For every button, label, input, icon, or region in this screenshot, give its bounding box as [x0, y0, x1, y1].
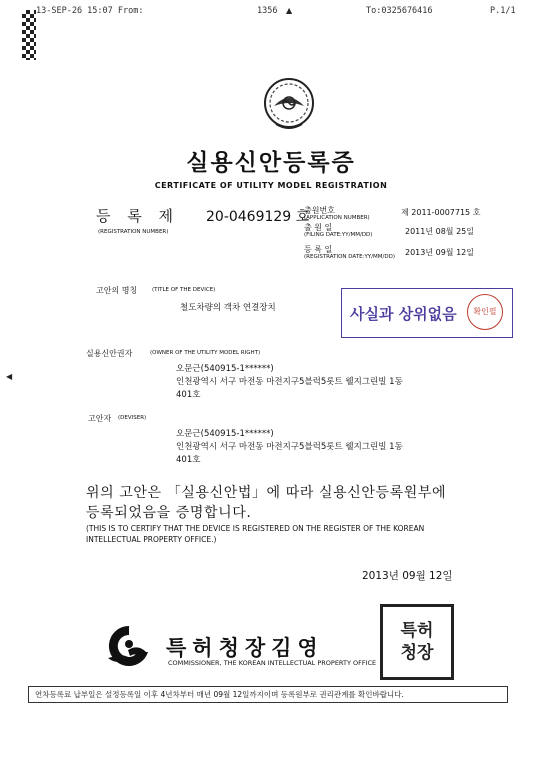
fax-recipient: To:0325676416: [366, 6, 433, 16]
deviser-label-en: (DEVISER): [118, 415, 147, 421]
deviser-label: 고안자: [88, 414, 112, 423]
government-emblem-icon: [262, 76, 316, 134]
registration-date: 2013년 09월 12일: [405, 248, 474, 257]
certification-statement-line-1: 위의 고안은 「실용신안법」에 따라 실용신안등록원부에: [86, 485, 447, 501]
device-title: 철도차량의 객차 연결장치: [180, 303, 276, 313]
owner-label: 실용신안권자: [86, 349, 133, 358]
device-title-label-en: (TITLE OF THE DEVICE): [152, 287, 216, 293]
certificate-title: 실용신안등록증: [186, 150, 356, 176]
application-number: 제 2011-0007715 호: [401, 208, 481, 217]
official-seal: [380, 604, 454, 680]
fax-page-number: P.1/1: [490, 6, 516, 16]
filing-date-label-en: (FILING DATE:YY/MM/DD): [304, 232, 373, 238]
verification-seal: 확인필: [467, 294, 503, 330]
deviser-name: 오문근(540915-1******): [176, 429, 274, 439]
footer-note: 연차등록료 납부일은 설정등록일 이후 4년차부터 매년 09월 12일까지이며 등록원부로 권리관계를 확인바랍니다.: [28, 686, 508, 703]
triangle-marker-icon: ▲: [286, 6, 293, 15]
deviser-address-line-1: 인천광역시 서구 마전동 마전지구5블럭5롯트 웰지그린빌 1동: [176, 442, 403, 452]
owner-address-line-2: 401호: [176, 390, 201, 400]
filing-date-label: 출 원 일: [304, 223, 333, 232]
registration-date-label-en: (REGISTRATION DATE:YY/MM/DD): [304, 254, 395, 260]
application-number-label: 출원번호: [304, 206, 335, 215]
certification-statement-en-line-2: INTELLECTUAL PROPERTY OFFICE.): [86, 535, 217, 544]
verification-stamp: [341, 288, 513, 338]
signer-name: 특허청장김영: [166, 636, 324, 660]
registration-label: 등 록 제: [96, 207, 180, 225]
application-number-label-en: (APPLICATION NUMBER): [304, 215, 370, 221]
device-title-label: 고안의 명칭: [96, 286, 138, 295]
verification-stamp-text: 사실과 상위없음: [350, 305, 457, 323]
owner-name: 오문근(540915-1******): [176, 364, 274, 374]
official-seal-text: 특허청장: [400, 621, 434, 663]
signer-title-en: COMMISSIONER, THE KOREAN INTELLECTUAL PROPERTY OFFICE: [168, 659, 377, 667]
registration-date-label: 등 록 일: [304, 245, 333, 254]
owner-label-en: (OWNER OF THE UTILITY MODEL RIGHT): [150, 350, 261, 356]
certification-statement-line-2: 등록되었음을 증명합니다.: [86, 505, 252, 521]
fax-datetime: 13-SEP-26 15:07 From:: [36, 6, 144, 16]
deviser-address-line-2: 401호: [176, 455, 201, 465]
certificate-subtitle: CERTIFICATE OF UTILITY MODEL REGISTRATION: [154, 181, 388, 190]
filing-date: 2011년 08월 25일: [405, 227, 474, 236]
left-arrow-marker-icon: ◀: [6, 372, 13, 381]
registration-label-en: (REGISTRATION NUMBER): [98, 229, 169, 235]
owner-address-line-1: 인천광역시 서구 마전동 마전지구5블럭5롯트 웰지그린빌 1동: [176, 377, 403, 387]
fax-checker-mark: [22, 10, 36, 60]
kipo-logo-icon: [98, 622, 160, 670]
fax-page-code: 1356: [257, 6, 278, 16]
registration-number: 20-0469129 호: [206, 209, 310, 225]
issue-date: 2013년 09월 12일: [362, 570, 453, 582]
certification-statement-en-line-1: (THIS IS TO CERTIFY THAT THE DEVICE IS REGISTERED ON THE REGISTER OF THE KOREAN: [86, 524, 425, 533]
